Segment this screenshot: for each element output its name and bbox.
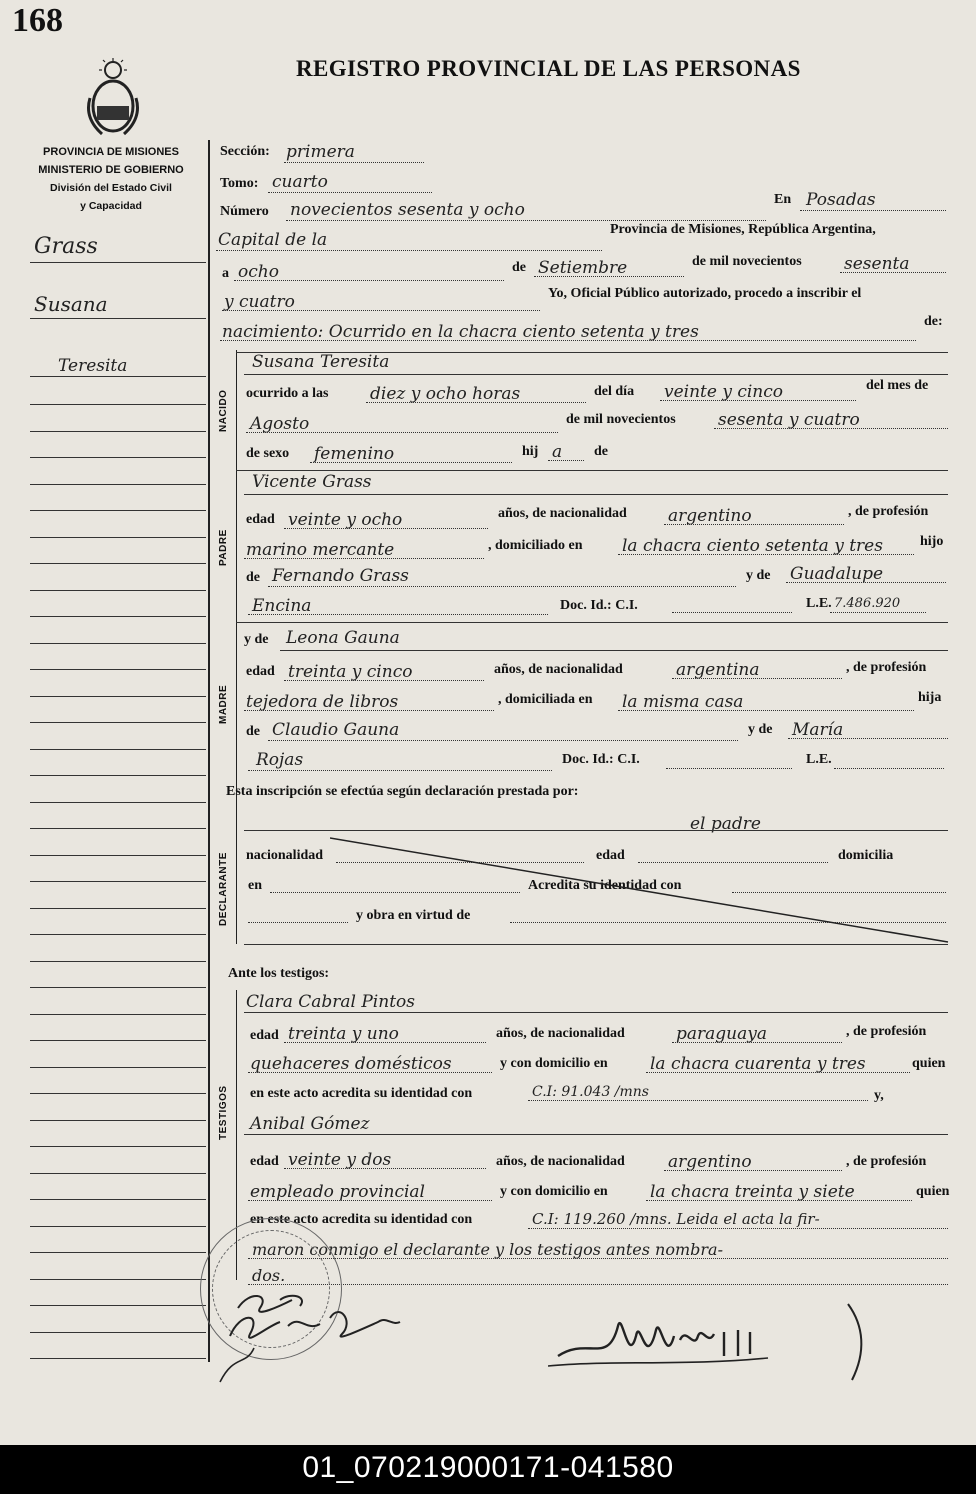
capital-value: Capital de la xyxy=(218,230,328,250)
testigo2-doc: C.I: 119.260 /mns. Leida el acta la fir- xyxy=(532,1210,820,1228)
padre-domicilio: la chacra ciento setenta y tres xyxy=(622,536,883,556)
testigo2-nac: argentino xyxy=(668,1152,752,1172)
testigo1-nac-label: años, de nacionalidad xyxy=(496,1026,625,1041)
oficial-label: Yo, Oficial Público autorizado, procedo a inscribir el xyxy=(548,286,862,301)
declarante-edad-label: edad xyxy=(596,848,625,863)
madre-profesion: tejedora de libros xyxy=(246,692,399,712)
margin-line xyxy=(30,404,206,405)
madre-doc-label: Doc. Id.: C.I. xyxy=(562,752,640,767)
margin-line xyxy=(30,855,206,856)
seccion-label: Sección: xyxy=(220,144,270,159)
fecha-de-label: de xyxy=(512,260,526,275)
padre-padre-nombre: Fernando Grass xyxy=(272,566,409,586)
fecha-anio-1: sesenta xyxy=(844,254,910,274)
padre-nombre: Vicente Grass xyxy=(252,472,372,492)
cierre-line-2: dos. xyxy=(252,1266,286,1285)
madre-domicilio: la misma casa xyxy=(622,692,744,712)
margin-line xyxy=(30,510,206,511)
main-border-line xyxy=(208,140,210,1362)
padre-le: 7.486.920 xyxy=(834,596,901,611)
padre-edad: veinte y ocho xyxy=(288,510,403,530)
testigo2-prof: empleado provincial xyxy=(250,1182,425,1202)
margin-line xyxy=(30,537,206,538)
testigo2-quien-label: quien xyxy=(916,1184,950,1199)
margin-line xyxy=(30,616,206,617)
testigo1-dom-label: y con domicilio en xyxy=(500,1056,608,1071)
margin-line xyxy=(30,961,206,962)
madre-dom-label: , domiciliada en xyxy=(498,692,593,707)
margin-line xyxy=(30,749,206,750)
institution-line-3: División del Estado Civil xyxy=(50,182,172,194)
margin-second-name: Teresita xyxy=(58,356,128,376)
provincia-label: Provincia de Misiones, República Argentina, xyxy=(610,222,876,237)
testigo2-edad-label: edad xyxy=(250,1154,279,1169)
margin-line xyxy=(30,1252,206,1253)
padre-de-label: de xyxy=(246,570,260,585)
madre-edad: treinta y cinco xyxy=(288,662,413,682)
nacido-sexo: femenino xyxy=(314,444,395,464)
declarante-dom-label: domicilia xyxy=(838,848,894,863)
margin-line xyxy=(30,722,206,723)
section-label-nacido: NACIDO xyxy=(218,389,229,432)
document-title: REGISTRO PROVINCIAL DE LAS PERSONAS xyxy=(296,56,801,81)
padre-madre-nombre-2: Encina xyxy=(252,596,312,616)
testigo1-prof: quehaceres domésticos xyxy=(250,1054,452,1074)
margin-line xyxy=(30,1226,206,1227)
madre-padre-nombre: Claudio Gauna xyxy=(272,720,400,740)
margin-line xyxy=(30,669,206,670)
testigo1-nombre: Clara Cabral Pintos xyxy=(246,992,415,1012)
madre-nac-label: años, de nacionalidad xyxy=(494,662,623,677)
margin-line xyxy=(30,802,206,803)
testigos-intro: Ante los testigos: xyxy=(228,966,330,981)
margin-line xyxy=(30,457,206,458)
margin-line xyxy=(30,775,206,776)
nacido-hij-suffix: a xyxy=(552,442,563,462)
testigo2-nac-label: años, de nacionalidad xyxy=(496,1154,625,1169)
section-border-line xyxy=(236,350,237,944)
margin-line xyxy=(30,1332,206,1333)
scan-id-footer: 01_070219000171-041580 xyxy=(0,1445,976,1494)
testigo1-edad: treinta y uno xyxy=(288,1024,399,1044)
nacido-mil-label: de mil novecientos xyxy=(566,412,676,427)
declarante-value: el padre xyxy=(690,814,761,834)
nacido-del-mes-label: del mes de xyxy=(866,378,929,393)
witness-signatures xyxy=(210,1282,420,1392)
fecha-a-label: a xyxy=(222,266,229,281)
padre-nac-label: años, de nacionalidad xyxy=(498,506,627,521)
margin-line xyxy=(30,828,206,829)
declarante-acredita-label: Acredita su identidad con xyxy=(528,878,682,893)
nacido-anio: sesenta y cuatro xyxy=(718,410,860,430)
testigo1-doc: C.I: 91.043 /mns xyxy=(532,1084,649,1100)
margin-line xyxy=(30,643,206,644)
margin-line xyxy=(30,1120,206,1121)
page-number: 168 xyxy=(12,2,63,39)
fecha-mes: Setiembre xyxy=(538,258,628,278)
madre-de-label: de xyxy=(246,724,260,739)
testigo2-dom: la chacra treinta y siete xyxy=(650,1182,855,1202)
madre-hija-label: hija xyxy=(918,690,942,705)
inscribir-value: nacimiento: Ocurrido en la chacra ciento setenta y tres xyxy=(222,322,699,342)
margin-line xyxy=(30,881,206,882)
madre-madre-nombre-1: María xyxy=(792,720,844,740)
nacido-dia: veinte y cinco xyxy=(664,382,784,402)
declarante-en-label: en xyxy=(248,878,262,893)
fecha-mil-label: de mil novecientos xyxy=(692,254,802,269)
testigo2-prof-label: , de profesión xyxy=(846,1154,927,1169)
padre-le-label: L.E. xyxy=(806,596,832,611)
margin-line xyxy=(30,1358,206,1359)
declarante-nac-label: nacionalidad xyxy=(246,848,324,863)
margin-line xyxy=(30,1014,206,1015)
margin-line xyxy=(30,590,206,591)
testigo1-edad-label: edad xyxy=(250,1028,279,1043)
margin-line xyxy=(30,908,206,909)
madre-prof-label: , de profesión xyxy=(846,660,927,675)
section-label-madre: MADRE xyxy=(218,684,229,724)
margin-surname: Grass xyxy=(34,234,98,259)
testigo1-nac: paraguaya xyxy=(676,1024,767,1044)
nacido-mes: Agosto xyxy=(250,414,310,434)
padre-hijo-label: hijo xyxy=(920,534,944,549)
padre-nacionalidad: argentino xyxy=(668,506,752,526)
declarante-obra-label: y obra en virtud de xyxy=(356,908,471,923)
institution-line-2: MINISTERIO DE GOBIERNO xyxy=(38,164,184,176)
de-colon-label: de: xyxy=(924,314,943,329)
numero-label: Número xyxy=(220,204,269,219)
nacido-ocurrido-label: ocurrido a las xyxy=(246,386,329,401)
margin-line xyxy=(30,484,206,485)
testigo2-edad: veinte y dos xyxy=(288,1150,392,1170)
testigo1-prof-label: , de profesión xyxy=(846,1024,927,1039)
padre-prof-label: , de profesión xyxy=(848,504,929,519)
margin-line xyxy=(30,1146,206,1147)
section-label-padre: PADRE xyxy=(218,529,229,566)
margin-line xyxy=(30,431,206,432)
padre-madre-nombre-1: Guadalupe xyxy=(790,564,884,584)
testigo2-dom-label: y con domicilio en xyxy=(500,1184,608,1199)
margin-line xyxy=(30,1199,206,1200)
nacido-hij-label: hij xyxy=(522,444,539,459)
nacido-nombre: Susana Teresita xyxy=(252,352,390,372)
seccion-value: primera xyxy=(286,142,355,162)
testigo1-y-label: y, xyxy=(874,1088,884,1103)
padre-dom-label: , domiciliado en xyxy=(488,538,583,553)
padre-edad-label: edad xyxy=(246,512,275,527)
institution-line-1: PROVINCIA DE MISIONES xyxy=(43,146,179,158)
nacido-hora: diez y ocho horas xyxy=(370,384,521,404)
testigo1-acto-label: en este acto acredita su identidad con xyxy=(250,1086,473,1101)
margin-line xyxy=(30,563,206,564)
testigo2-nombre: Anibal Gómez xyxy=(250,1114,370,1134)
padre-doc-label: Doc. Id.: C.I. xyxy=(560,598,638,613)
en-value: Posadas xyxy=(806,190,876,210)
institution-line-4: y Capacidad xyxy=(80,200,142,212)
declaracion-intro: Esta inscripción se efectúa según declaración prestada por: xyxy=(226,784,579,799)
testigo1-quien-label: quien xyxy=(912,1056,946,1071)
nacido-de-label: de xyxy=(594,444,608,459)
tomo-label: Tomo: xyxy=(220,176,259,191)
margin-line xyxy=(30,1067,206,1068)
madre-nombre: Leona Gauna xyxy=(286,628,400,648)
margin-line xyxy=(30,696,206,697)
madre-y-de2-label: y de xyxy=(748,722,773,737)
nacido-sexo-label: de sexo xyxy=(246,446,290,461)
section-label-declarante: DECLARANTE xyxy=(218,852,229,926)
padre-y-de-label: y de xyxy=(746,568,771,583)
official-signature xyxy=(548,1296,878,1386)
cierre-line-1: maron conmigo el declarante y los testigos antes nombra- xyxy=(252,1240,723,1259)
testigo2-acto-label: en este acto acredita su identidad con xyxy=(250,1212,473,1227)
margin-line xyxy=(30,1279,206,1280)
madre-madre-nombre-2: Rojas xyxy=(256,750,304,770)
tomo-value: cuarto xyxy=(272,172,328,192)
padre-profesion: marino mercante xyxy=(246,540,395,560)
fecha-dia: ocho xyxy=(238,262,279,282)
madre-le-label: L.E. xyxy=(806,752,832,767)
madre-nacionalidad: argentina xyxy=(676,660,760,680)
nacido-del-dia-label: del día xyxy=(594,384,635,399)
numero-value: novecientos sesenta y ocho xyxy=(290,200,525,220)
section-label-testigos: TESTIGOS xyxy=(218,1085,229,1140)
en-label: En xyxy=(774,192,792,207)
margin-line xyxy=(30,1305,206,1306)
coat-of-arms-emblem xyxy=(84,58,142,138)
margin-line xyxy=(30,1093,206,1094)
margin-line xyxy=(30,1040,206,1041)
declarante-strike-line xyxy=(330,836,950,946)
margin-line xyxy=(30,1173,206,1174)
testigo1-dom: la chacra cuarenta y tres xyxy=(650,1054,866,1074)
madre-y-de-label: y de xyxy=(244,632,269,647)
madre-edad-label: edad xyxy=(246,664,275,679)
fecha-anio-2: y cuatro xyxy=(224,292,295,312)
margin-line xyxy=(30,934,206,935)
margin-line xyxy=(30,987,206,988)
margin-first-name: Susana xyxy=(34,292,108,316)
